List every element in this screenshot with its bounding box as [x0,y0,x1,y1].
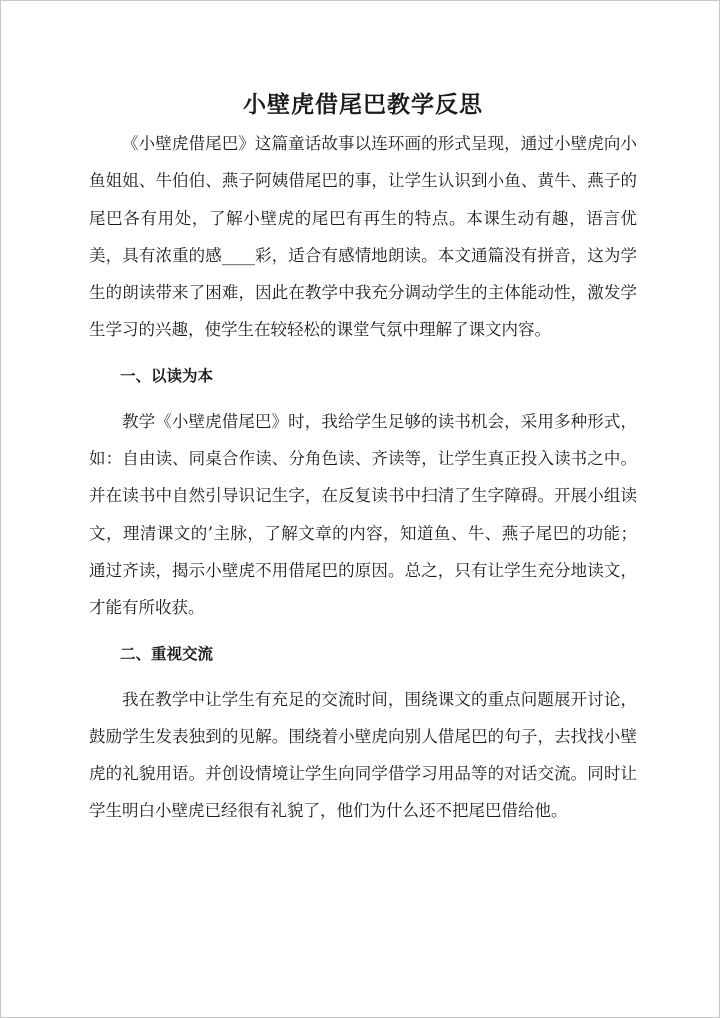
intro-paragraph: 《小壁虎借尾巴》这篇童话故事以连环画的形式呈现，通过小壁虎向小鱼姐姐、牛伯伯、燕子阿姨借尾巴的事，让学生认识到小鱼、黄牛、燕子的尾巴各有用处，了解小壁虎的尾巴有再生的特点。本课生动有趣，语言优美，具有浓重的感____彩，适合有感情地朗读。本文通篇没有拼音，这为学生的朗读带来了困难，因此在教学中我充分调动学生的主体能动性，激发学生学习的兴趣，使学生在较轻松的课堂气氛中理解了课文内容。 [89,134,637,340]
document-content [89,85,637,830]
document-title: 小壁虎借尾巴教学反思 [243,92,483,118]
section-body-reading: 教学《小壁虎借尾巴》时，我给学生足够的读书机会，采用多种形式，如：自由读、同桌合作读、分角色读、齐读等，让学生真正投入读书之中。并在读书中自然引导识记生字，在反复读书中扫清了生字障碍。开展小组读文，理清课文的’主脉，了解文章的内容，知道鱼、牛、燕子尾巴的功能；通过齐读，揭示小壁虎不用借尾巴的原因。总之，只有让学生充分地读文，才能有所收获。 [89,411,637,618]
section-body-communication: 我在教学中让学生有充足的交流时间，围绕课文的重点问题展开讨论，鼓励学生发表独到的见解。围绕着小壁虎向别人借尾巴的句子，去找找小壁虎的礼貌用语。并创设情境让学生向同学借学习用品等的对话交流。同时让学生明白小壁虎已经很有礼貌了，他们为什么还不把尾巴借给他。 [89,689,637,821]
section-heading-reading: 一、以读为本 [120,366,214,385]
section-heading-communication: 二、重视交流 [120,644,214,663]
